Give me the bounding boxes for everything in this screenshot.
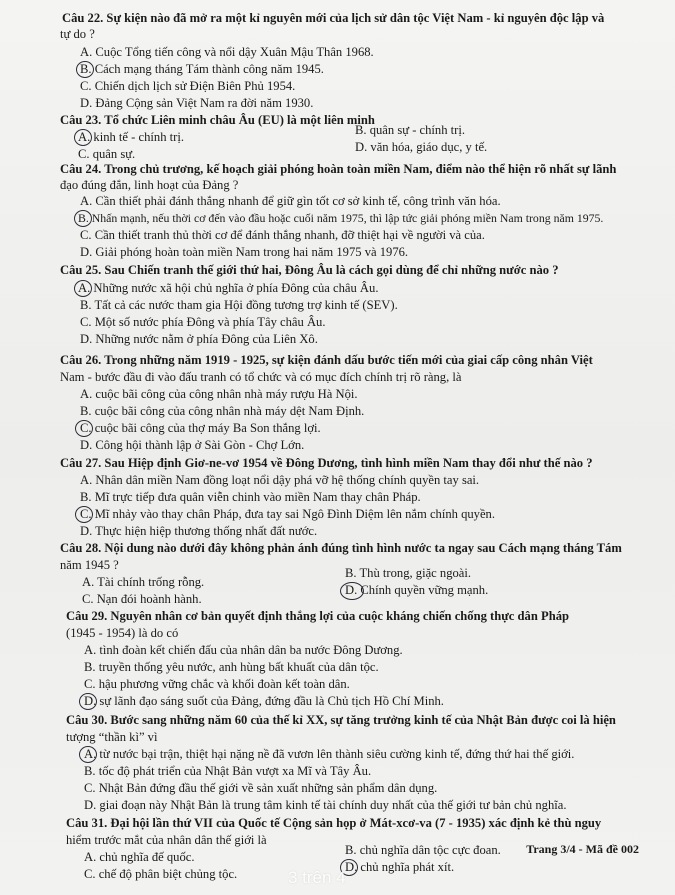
question-26-stem-cont: Nam - bước đầu đi vào đấu tranh có tổ chức và có mục đích chính trị rõ ràng, là bbox=[60, 370, 462, 384]
question-28-option-d: D. Chính quyền vững mạnh. bbox=[345, 583, 489, 597]
question-30-option-d: D. giai đoạn này Nhật Bản là trung tâm kinh tế tài chính duy nhất của thế giới tư bản chủ nghĩa. bbox=[84, 798, 567, 812]
question-29-option-d: D. sự lãnh đạo sáng suốt của Đảng, đứng đầu là Chủ tịch Hồ Chí Minh. bbox=[84, 694, 444, 708]
question-25-option-d: D. Những nước nằm ở phía Đông của Liên Xô. bbox=[80, 332, 318, 346]
question-29-option-a: A. tình đoàn kết chiến đấu của nhân dân ba nước Đông Dương. bbox=[84, 643, 403, 657]
question-27-option-b: B. Mĩ trực tiếp đưa quân viễn chinh vào miền Nam thay chân Pháp. bbox=[80, 490, 421, 504]
question-28-stem: Câu 28. Nội dung nào dưới đây không phản ánh đúng tình hình nước ta ngay sau Cách mạng tháng Tám bbox=[60, 541, 622, 555]
question-22-stem: Câu 22. Sự kiện nào đã mở ra một kỉ nguyên mới của lịch sử dân tộc Việt Nam - kỉ nguyên độc lập và bbox=[62, 11, 605, 25]
question-28-stem-cont: năm 1945 ? bbox=[60, 558, 119, 572]
page-indicator: 3 trên 4 bbox=[288, 868, 346, 887]
question-23-option-c: C. quân sự. bbox=[78, 147, 136, 161]
question-23-stem: Câu 23. Tổ chức Liên minh châu Âu (EU) là một liên minh bbox=[60, 113, 375, 127]
question-23-option-d: D. văn hóa, giáo dục, y tế. bbox=[355, 140, 488, 154]
question-26-option-a: A. cuộc bãi công của công nhân nhà máy rượu Hà Nội. bbox=[80, 387, 358, 401]
question-30-option-b: B. tốc độ phát triển của Nhật Bản vượt xa Mĩ và Tây Âu. bbox=[84, 764, 372, 778]
question-29-stem-cont: (1945 - 1954) là do có bbox=[66, 626, 179, 640]
question-25-option-c: C. Một số nước phía Đông và phía Tây châu Âu. bbox=[80, 315, 326, 329]
question-31-option-a: A. chủ nghĩa đế quốc. bbox=[84, 850, 195, 864]
question-22-option-d: D. Đảng Cộng sản Việt Nam ra đời năm 1930. bbox=[80, 96, 314, 110]
question-30-stem-cont: tượng “thần kì” vì bbox=[66, 730, 158, 744]
question-25-stem: Câu 25. Sau Chiến tranh thế giới thứ hai, Đông Âu là cách gọi dùng để chỉ những nước nào ? bbox=[60, 263, 559, 277]
question-30-option-a: A. từ nước bại trận, thiệt hại nặng nề đã vươn lên thành siêu cường kinh tế, đứng thứ hai thế giới. bbox=[84, 747, 575, 761]
question-24-stem: Câu 24. Trong chủ trương, kế hoạch giải phóng hoàn toàn miền Nam, điểm nào thể hiện rõ nhất sự lãnh bbox=[60, 162, 617, 176]
question-29-stem: Câu 29. Nguyên nhân cơ bản quyết định thắng lợi của cuộc kháng chiến chống thực dân Pháp bbox=[66, 609, 569, 623]
question-27-option-d: D. Thực hiện hiệp thương thống nhất đất nước. bbox=[80, 524, 318, 538]
question-23-option-b: B. quân sự - chính trị. bbox=[355, 123, 466, 137]
question-25-option-a: A. Những nước xã hội chủ nghĩa ở phía Đông của châu Âu. bbox=[78, 281, 379, 295]
question-28-option-b: B. Thù trong, giặc ngoài. bbox=[345, 566, 472, 580]
question-24-option-c: C. Cần thiết tranh thủ thời cơ để đánh thắng nhanh, đỡ thiệt hại về người và của. bbox=[80, 228, 485, 242]
question-31-option-c: C. chế độ phân biệt chủng tộc. bbox=[84, 867, 238, 881]
question-26-stem: Câu 26. Trong những năm 1919 - 1925, sự kiện đánh dấu bước tiến mới của giai cấp công nhân Việt bbox=[60, 353, 593, 367]
question-31-option-b: B. chủ nghĩa dân tộc cực đoan. bbox=[345, 843, 501, 857]
question-23-option-a: A. kinh tế - chính trị. bbox=[78, 130, 184, 144]
question-26-option-b: B. cuộc bãi công của công nhân nhà máy dệt Nam Định. bbox=[80, 404, 365, 418]
question-25-option-b: B. Tất cả các nước tham gia Hội đồng tương trợ kinh tế (SEV). bbox=[80, 298, 398, 312]
question-30-stem: Câu 30. Bước sang những năm 60 của thế kỉ XX, sự tăng trưởng kinh tế của Nhật Bản được coi là hiện bbox=[66, 713, 616, 727]
question-27-option-c: C. Mĩ nhảy vào thay chân Pháp, đưa tay sai Ngô Đình Diệm lên nắm chính quyền. bbox=[80, 507, 495, 521]
question-31-stem: Câu 31. Đại hội lần thứ VII của Quốc tế Cộng sản họp ở Mát-xcơ-va (7 - 1935) xác định kẻ thù nguy bbox=[66, 816, 602, 830]
question-29-option-b: B. truyền thống yêu nước, anh hùng bất khuất của dân tộc. bbox=[84, 660, 379, 674]
question-22-option-a: A. Cuộc Tổng tiến công và nổi dậy Xuân Mậu Thân 1968. bbox=[80, 45, 374, 59]
question-22-stem-cont: tự do ? bbox=[60, 27, 95, 41]
question-30-option-c: C. Nhật Bản đứng đầu thế giới về sản xuất những sản phẩm dân dụng. bbox=[84, 781, 438, 795]
question-22-option-b: B. Cách mạng tháng Tám thành công năm 1945. bbox=[80, 62, 324, 76]
question-24-stem-cont: đạo đúng đắn, linh hoạt của Đảng ? bbox=[60, 178, 239, 192]
page-footer: Trang 3/4 - Mã đề 002 bbox=[526, 842, 639, 856]
question-24-option-a: A. Cần thiết phải đánh thắng nhanh để giữ gìn tốt cơ sở kinh tế, công trình văn hóa. bbox=[80, 194, 501, 208]
question-28-option-c: C. Nạn đói hoành hành. bbox=[82, 592, 202, 606]
question-27-stem: Câu 27. Sau Hiệp định Giơ-ne-vơ 1954 về Đông Dương, tình hình miền Nam thay đổi như thế nào ? bbox=[60, 456, 593, 470]
question-24-option-d: D. Giải phóng hoàn toàn miền Nam trong hai năm 1975 và 1976. bbox=[80, 245, 409, 259]
question-24-option-b: B. Nhấn mạnh, nếu thời cơ đến vào đầu hoặc cuối năm 1975, thì lập tức giải phóng miền Nam trong năm 1975. bbox=[78, 211, 604, 225]
question-26-option-c: C. cuộc bãi công của thợ máy Ba Son thắng lợi. bbox=[80, 421, 321, 435]
question-31-option-d: D. chủ nghĩa phát xít. bbox=[345, 860, 455, 874]
question-27-option-a: A. Nhân dân miền Nam đồng loạt nổi dậy phá vỡ hệ thống chính quyền tay sai. bbox=[80, 473, 480, 487]
question-26-option-d: D. Công hội thành lập ở Sài Gòn - Chợ Lớn. bbox=[80, 438, 305, 452]
question-29-option-c: C. hậu phương vững chắc và khối đoàn kết toàn dân. bbox=[84, 677, 350, 691]
question-22-option-c: C. Chiến dịch lịch sử Điện Biên Phủ 1954. bbox=[80, 79, 296, 93]
question-28-option-a: A. Tài chính trống rỗng. bbox=[82, 575, 205, 589]
question-31-stem-cont: hiểm trước mắt của nhân dân thế giới là bbox=[66, 833, 267, 847]
